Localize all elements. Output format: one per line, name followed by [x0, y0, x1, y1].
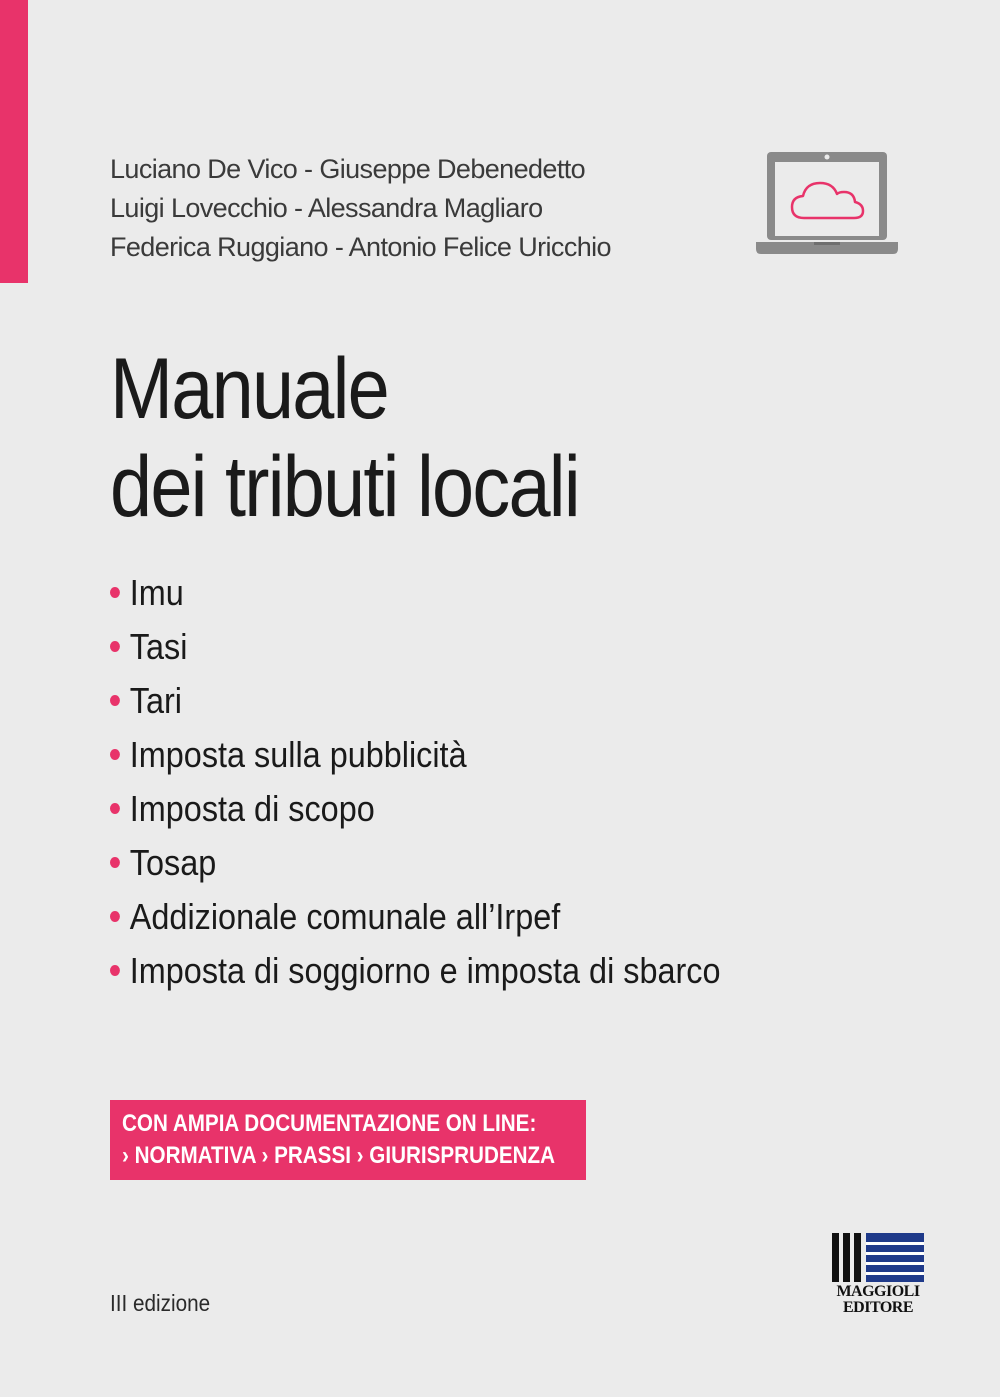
topic-label: Tosap: [129, 842, 217, 883]
promo-sections: › NORMATIVA › PRASSI › GIURISPRUDENZA: [122, 1142, 556, 1169]
topic-label: Tasi: [129, 626, 188, 667]
bullet-icon: [110, 803, 120, 814]
promo-headline: CON AMPIA DOCUMENTAZIONE ON LINE:: [122, 1110, 537, 1137]
topic-item: [110, 566, 721, 620]
topic-item: [110, 836, 721, 890]
topic-label: Addizionale comunale all’Irpef: [129, 896, 561, 937]
bullet-icon: [110, 857, 120, 868]
book-title: [110, 340, 579, 536]
bullet-icon: [110, 965, 120, 976]
laptop-cloud-icon: [754, 150, 900, 258]
author-line: Luigi Lovecchio - Alessandra Magliaro: [110, 193, 543, 223]
publisher-name: [830, 1284, 926, 1316]
topic-item: [110, 728, 721, 782]
maggioli-logo-icon: [830, 1233, 926, 1282]
topic-item: [110, 890, 721, 944]
topic-label: Imposta sulla pubblicità: [129, 734, 467, 775]
author-line: Federica Ruggiano - Antonio Felice Uricchio: [110, 232, 611, 262]
topic-item: [110, 620, 721, 674]
bullet-icon: [110, 911, 120, 922]
bullet-icon: [110, 695, 120, 706]
topic-item: [110, 674, 721, 728]
bullet-icon: [110, 641, 120, 652]
publisher-name-line-1: MAGGIOLI: [836, 1283, 920, 1300]
topic-label: Imposta di scopo: [129, 788, 375, 829]
authors-block: [110, 150, 611, 267]
topic-item: [110, 782, 721, 836]
author-line: Luciano De Vico - Giuseppe Debenedetto: [110, 154, 586, 184]
topic-label: Imu: [129, 572, 184, 613]
bullet-icon: [110, 587, 120, 598]
publisher-logo: [830, 1233, 926, 1318]
topic-item: [110, 944, 721, 998]
title-line-1: Manuale: [110, 341, 388, 437]
edition-label: III edizione: [110, 1290, 211, 1316]
bullet-icon: [110, 749, 120, 760]
title-line-2: dei tributi locali: [110, 439, 579, 535]
accent-bar: [0, 0, 28, 283]
publisher-name-line-2: EDITORE: [842, 1299, 913, 1316]
online-documentation-banner: [110, 1100, 586, 1180]
topic-label: Tari: [129, 680, 183, 721]
topics-list: [110, 566, 788, 998]
topic-label: Imposta di soggiorno e imposta di sbarco: [129, 950, 721, 991]
